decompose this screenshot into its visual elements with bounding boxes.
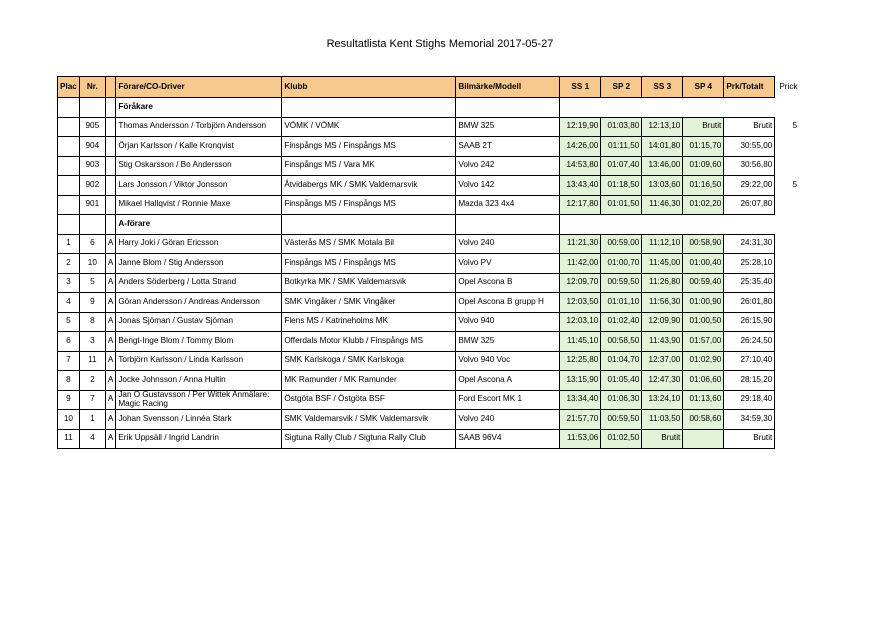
- cell-prick: [775, 351, 815, 371]
- cell-sp2: 00:58,50: [601, 332, 642, 352]
- cell-plac: 4: [58, 293, 80, 313]
- cell-prick: [775, 410, 815, 430]
- section-title: A-förare: [116, 215, 282, 235]
- cell-prk: 26:24,50: [724, 332, 775, 352]
- cell-sp4: 01:16,50: [683, 176, 724, 196]
- cell-prk: 26:01,80: [724, 293, 775, 313]
- cell-class: A: [105, 234, 115, 254]
- cell-bil: Volvo 242: [456, 156, 560, 176]
- cell-prick: [775, 137, 815, 157]
- cell-ss1: 14:26,00: [560, 137, 601, 157]
- cell-sp2: 01:07,40: [601, 156, 642, 176]
- cell-klubb: Västerås MS / SMK Motala Bil: [282, 234, 456, 254]
- cell-driver: Bengt-Inge Blom / Tommy Blom: [116, 332, 282, 352]
- cell-nr: 904: [79, 137, 105, 157]
- cell-nr: 5: [79, 273, 105, 293]
- section-empty: [601, 98, 642, 118]
- cell-prick: 5: [792, 179, 798, 189]
- cell-klubb: Offerdals Motor Klubb / Finspångs MS: [282, 332, 456, 352]
- cell-nr: 903: [79, 156, 105, 176]
- section-empty: [282, 98, 456, 118]
- cell-prick: [775, 371, 815, 391]
- cell-plac: [58, 137, 80, 157]
- cell-plac: 8: [58, 371, 80, 391]
- cell-ss3: 11:45,00: [642, 254, 683, 274]
- cell-ss3: 13:24,10: [642, 390, 683, 410]
- cell-sp2: 01:03,80: [601, 117, 642, 137]
- cell-ss3: 11:43,90: [642, 332, 683, 352]
- cell-ss3: 12:13,10: [642, 117, 683, 137]
- header-bil: Bilmärke/Modell: [456, 77, 560, 98]
- cell-prk: 26:07,80: [724, 195, 775, 215]
- cell-plac: 3: [58, 273, 80, 293]
- cell-klubb: Finspångs MS / Vara MK: [282, 156, 456, 176]
- cell-plac: [58, 176, 80, 196]
- table-row: [58, 371, 815, 391]
- cell-bil: SAAB 96V4: [456, 429, 560, 449]
- cell-prick: [775, 234, 815, 254]
- cell-plac: [58, 156, 80, 176]
- cell-bil: Mazda 323 4x4: [456, 195, 560, 215]
- cell-prick: [775, 156, 815, 176]
- cell-driver: Anders Söderberg / Lotta Strand: [116, 273, 282, 293]
- section-empty: [642, 215, 683, 235]
- cell-sp2: 01:04,70: [601, 351, 642, 371]
- cell-class: A: [105, 390, 115, 410]
- section-empty: [79, 215, 105, 235]
- cell-prick: [775, 195, 815, 215]
- cell-sp2: 00:59,50: [601, 410, 642, 430]
- table-row: [58, 429, 815, 449]
- cell-prk: 25:35,40: [724, 273, 775, 293]
- header-prick: Prick: [775, 77, 815, 98]
- table-row: [58, 234, 815, 254]
- cell-ss1: 13:34,40: [560, 390, 601, 410]
- cell-sp2: 01:02,50: [601, 429, 642, 449]
- cell-bil: Opel Ascona B grupp H: [456, 293, 560, 313]
- cell-ss1: 12:19,90: [560, 117, 601, 137]
- cell-plac: [58, 195, 80, 215]
- cell-sp4: 01:13,60: [683, 390, 724, 410]
- cell-prk: Brutit: [724, 117, 775, 137]
- cell-klubb: Finspångs MS / Finspångs MS: [282, 195, 456, 215]
- section-empty: [560, 98, 601, 118]
- cell-sp2: 00:59,50: [601, 273, 642, 293]
- cell-prick: [775, 332, 815, 352]
- table-row: [58, 195, 815, 215]
- table-row: [58, 332, 815, 352]
- cell-bil: Opel Ascona B: [456, 273, 560, 293]
- cell-ss3: 11:26,80: [642, 273, 683, 293]
- section-empty: [282, 215, 456, 235]
- cell-sp4: 01:00,50: [683, 312, 724, 332]
- header-class: [105, 77, 115, 98]
- cell-ss1: 12:25,80: [560, 351, 601, 371]
- cell-nr: 905: [79, 117, 105, 137]
- cell-ss3: 14:01,80: [642, 137, 683, 157]
- cell-klubb: Botkyrka MK / SMK Valdemarsvik: [282, 273, 456, 293]
- section-empty: [560, 215, 601, 235]
- table-row: [58, 137, 815, 157]
- cell-class: A: [105, 312, 115, 332]
- cell-sp4: 01:02,20: [683, 195, 724, 215]
- cell-klubb: VÖMK / VÖMK: [282, 117, 456, 137]
- cell-sp4: 00:59,40: [683, 273, 724, 293]
- cell-bil: Ford Escort MK 1: [456, 390, 560, 410]
- cell-class: [105, 156, 115, 176]
- section-empty: [775, 215, 815, 235]
- cell-sp2: 01:11,50: [601, 137, 642, 157]
- section-empty: [601, 215, 642, 235]
- cell-class: A: [105, 254, 115, 274]
- cell-nr: 3: [79, 332, 105, 352]
- cell-nr: 7: [79, 390, 105, 410]
- cell-ss1: 12:03,50: [560, 293, 601, 313]
- cell-class: [105, 117, 115, 137]
- section-empty: [724, 98, 775, 118]
- cell-prk: 34:59,30: [724, 410, 775, 430]
- cell-sp2: 00:59,00: [601, 234, 642, 254]
- cell-ss3: 11:46,30: [642, 195, 683, 215]
- cell-sp2: 01:00,70: [601, 254, 642, 274]
- section-empty: [58, 215, 80, 235]
- cell-klubb: SMK Valdemarsvik / SMK Valdemarsvik: [282, 410, 456, 430]
- cell-plac: 9: [58, 390, 80, 410]
- cell-plac: 10: [58, 410, 80, 430]
- header-ss1: SS 1: [560, 77, 601, 98]
- cell-prk: 30:56,80: [724, 156, 775, 176]
- cell-sp4: 01:15,70: [683, 137, 724, 157]
- cell-sp2: 01:06,30: [601, 390, 642, 410]
- header-plac: Plac: [58, 77, 80, 98]
- cell-ss1: 12:03,10: [560, 312, 601, 332]
- cell-prick: [775, 254, 815, 274]
- cell-class: A: [105, 273, 115, 293]
- cell-prick: [775, 390, 815, 410]
- cell-ss3: 11:56,30: [642, 293, 683, 313]
- cell-sp4: 01:02,90: [683, 351, 724, 371]
- cell-driver: Göran Andersson / Andreas Andersson: [116, 293, 282, 313]
- cell-driver: Jonas Sjöman / Gustav Sjöman: [116, 312, 282, 332]
- cell-driver: Stig Oskarsson / Bo Andersson: [116, 156, 282, 176]
- cell-nr: 9: [79, 293, 105, 313]
- cell-plac: 6: [58, 332, 80, 352]
- section-empty: [105, 98, 115, 118]
- cell-prk: 30:55,00: [724, 137, 775, 157]
- cell-class: A: [105, 351, 115, 371]
- table-row: [58, 312, 815, 332]
- cell-prick: [775, 312, 815, 332]
- cell-driver: Jan O Gustavsson / Per Wittek Anmälare: Magic Racing: [116, 390, 282, 410]
- header-klubb: Klubb: [282, 77, 456, 98]
- cell-klubb: SMK Vingåker / SMK Vingåker: [282, 293, 456, 313]
- cell-ss1: 11:42,00: [560, 254, 601, 274]
- cell-driver: Jocke Johnsson / Anna Hultin: [116, 371, 282, 391]
- section-empty: [683, 215, 724, 235]
- table-row: [58, 156, 815, 176]
- cell-klubb: Åtvidabergs MK / SMK Valdemarsvik: [282, 176, 456, 196]
- section-empty: [642, 98, 683, 118]
- cell-plac: 2: [58, 254, 80, 274]
- section-empty: [58, 98, 80, 118]
- cell-ss1: 12:17,80: [560, 195, 601, 215]
- section-empty: [683, 98, 724, 118]
- cell-ss3: 11:03,50: [642, 410, 683, 430]
- cell-bil: Opel Ascona A: [456, 371, 560, 391]
- section-empty: [105, 215, 115, 235]
- cell-class: [105, 195, 115, 215]
- cell-driver: Erik Uppsäll / Ingrid Landrin: [116, 429, 282, 449]
- cell-ss3: 13:03,60: [642, 176, 683, 196]
- section-empty: [456, 98, 560, 118]
- section-empty: [79, 98, 105, 118]
- cell-driver: Janne Blom / Stig Andersson: [116, 254, 282, 274]
- cell-sp2: 01:02,40: [601, 312, 642, 332]
- cell-sp2: 01:18,50: [601, 176, 642, 196]
- cell-prk: Brutit: [724, 429, 775, 449]
- cell-bil: BMW 325: [456, 117, 560, 137]
- cell-bil: Volvo 240: [456, 410, 560, 430]
- table-row: [58, 254, 815, 274]
- results-table: [57, 76, 815, 449]
- cell-sp4: 00:58,60: [683, 410, 724, 430]
- header-sp4: SP 4: [683, 77, 724, 98]
- cell-klubb: Finspångs MS / Finspångs MS: [282, 254, 456, 274]
- cell-driver: Mikael Hallqvist / Ronnie Maxe: [116, 195, 282, 215]
- cell-prk: 29:22,00: [724, 176, 775, 196]
- cell-ss1: 11:21,30: [560, 234, 601, 254]
- cell-ss3: 13:46,00: [642, 156, 683, 176]
- section-row: [58, 215, 815, 235]
- cell-ss3: 11:12,10: [642, 234, 683, 254]
- table-row: [58, 293, 815, 313]
- header-prk: Prk/Totalt: [724, 77, 775, 98]
- cell-class: A: [105, 332, 115, 352]
- cell-nr: 902: [79, 176, 105, 196]
- cell-ss1: 13:43,40: [560, 176, 601, 196]
- header-nr: Nr.: [79, 77, 105, 98]
- section-row: [58, 98, 815, 118]
- cell-plac: 1: [58, 234, 80, 254]
- cell-sp2: 01:05,40: [601, 371, 642, 391]
- cell-sp4: [683, 429, 724, 449]
- cell-sp4: 00:58,90: [683, 234, 724, 254]
- cell-driver: Johan Svensson / Linnéa Stark: [116, 410, 282, 430]
- header-ss3: SS 3: [642, 77, 683, 98]
- cell-nr: 10: [79, 254, 105, 274]
- cell-driver: Harry Joki / Göran Ericsson: [116, 234, 282, 254]
- cell-prk: 29:18,40: [724, 390, 775, 410]
- cell-prick: [775, 273, 815, 293]
- header-sp2: SP 2: [601, 77, 642, 98]
- header-row: [58, 77, 815, 98]
- section-title: Föråkare: [116, 98, 282, 118]
- cell-ss3: Brutit: [642, 429, 683, 449]
- cell-driver: Torbjörn Karlsson / Linda Karlsson: [116, 351, 282, 371]
- cell-sp4: 01:09,60: [683, 156, 724, 176]
- cell-class: A: [105, 429, 115, 449]
- cell-nr: 11: [79, 351, 105, 371]
- table-row: [58, 176, 815, 196]
- cell-bil: Volvo 142: [456, 176, 560, 196]
- cell-ss3: 12:47,30: [642, 371, 683, 391]
- cell-bil: SAAB 2T: [456, 137, 560, 157]
- cell-klubb: MK Ramunder / MK Ramunder: [282, 371, 456, 391]
- cell-driver: Örjan Karlsson / Kalle Kronqvist: [116, 137, 282, 157]
- cell-prk: 25:28,10: [724, 254, 775, 274]
- cell-prick: 5: [792, 121, 798, 131]
- cell-ss1: 12:09,70: [560, 273, 601, 293]
- cell-klubb: Finspångs MS / Finspångs MS: [282, 137, 456, 157]
- cell-prk: 24:31,30: [724, 234, 775, 254]
- header-driver: Förare/CO-Driver: [116, 77, 282, 98]
- cell-bil: Volvo 240: [456, 234, 560, 254]
- cell-sp4: 01:00,90: [683, 293, 724, 313]
- cell-class: A: [105, 410, 115, 430]
- table-row: [58, 351, 815, 371]
- table-row: [58, 390, 815, 410]
- table-row: [58, 117, 815, 137]
- cell-sp4: 01:06,60: [683, 371, 724, 391]
- table-row: [58, 410, 815, 430]
- cell-ss1: 21:57,70: [560, 410, 601, 430]
- cell-ss3: 12:09,90: [642, 312, 683, 332]
- cell-klubb: Sigtuna Rally Club / Sigtuna Rally Club: [282, 429, 456, 449]
- cell-sp4: 01:00,40: [683, 254, 724, 274]
- cell-bil: Volvo 940: [456, 312, 560, 332]
- cell-plac: [58, 117, 80, 137]
- cell-ss3: 12:37,00: [642, 351, 683, 371]
- cell-nr: 2: [79, 371, 105, 391]
- cell-plac: 7: [58, 351, 80, 371]
- cell-ss1: 14:53,80: [560, 156, 601, 176]
- cell-nr: 901: [79, 195, 105, 215]
- cell-class: [105, 137, 115, 157]
- cell-ss1: 11:53,06: [560, 429, 601, 449]
- cell-klubb: Flens MS / Katrineholms MK: [282, 312, 456, 332]
- cell-class: A: [105, 293, 115, 313]
- section-empty: [456, 215, 560, 235]
- cell-prk: 28:15,20: [724, 371, 775, 391]
- section-empty: [775, 98, 815, 118]
- table-row: [58, 273, 815, 293]
- cell-bil: Volvo 940 Voc: [456, 351, 560, 371]
- cell-sp4: Brutit: [683, 117, 724, 137]
- cell-prk: 26:15,90: [724, 312, 775, 332]
- cell-class: A: [105, 371, 115, 391]
- cell-driver: Lars Jonsson / Viktor Jonsson: [116, 176, 282, 196]
- page-title: Resultatlista Kent Stighs Memorial 2017-05-27: [326, 38, 554, 50]
- cell-bil: Volvo PV: [456, 254, 560, 274]
- cell-nr: 6: [79, 234, 105, 254]
- cell-sp4: 01:57,00: [683, 332, 724, 352]
- cell-sp2: 01:01,50: [601, 195, 642, 215]
- cell-nr: 1: [79, 410, 105, 430]
- cell-nr: 4: [79, 429, 105, 449]
- cell-prk: 27:10,40: [724, 351, 775, 371]
- cell-bil: BMW 325: [456, 332, 560, 352]
- section-empty: [724, 215, 775, 235]
- cell-ss1: 11:45,10: [560, 332, 601, 352]
- cell-nr: 8: [79, 312, 105, 332]
- cell-klubb: Östgöta BSF / Östgöta BSF: [282, 390, 456, 410]
- cell-plac: 5: [58, 312, 80, 332]
- cell-ss1: 13:15,90: [560, 371, 601, 391]
- cell-plac: 11: [58, 429, 80, 449]
- cell-prick: [775, 293, 815, 313]
- cell-klubb: SMK Karlskoga / SMK Karlskoga: [282, 351, 456, 371]
- cell-sp2: 01:01,10: [601, 293, 642, 313]
- cell-driver: Thomas Andersson / Torbjörn Andersson: [116, 117, 282, 137]
- cell-prick: [775, 429, 815, 449]
- cell-class: [105, 176, 115, 196]
